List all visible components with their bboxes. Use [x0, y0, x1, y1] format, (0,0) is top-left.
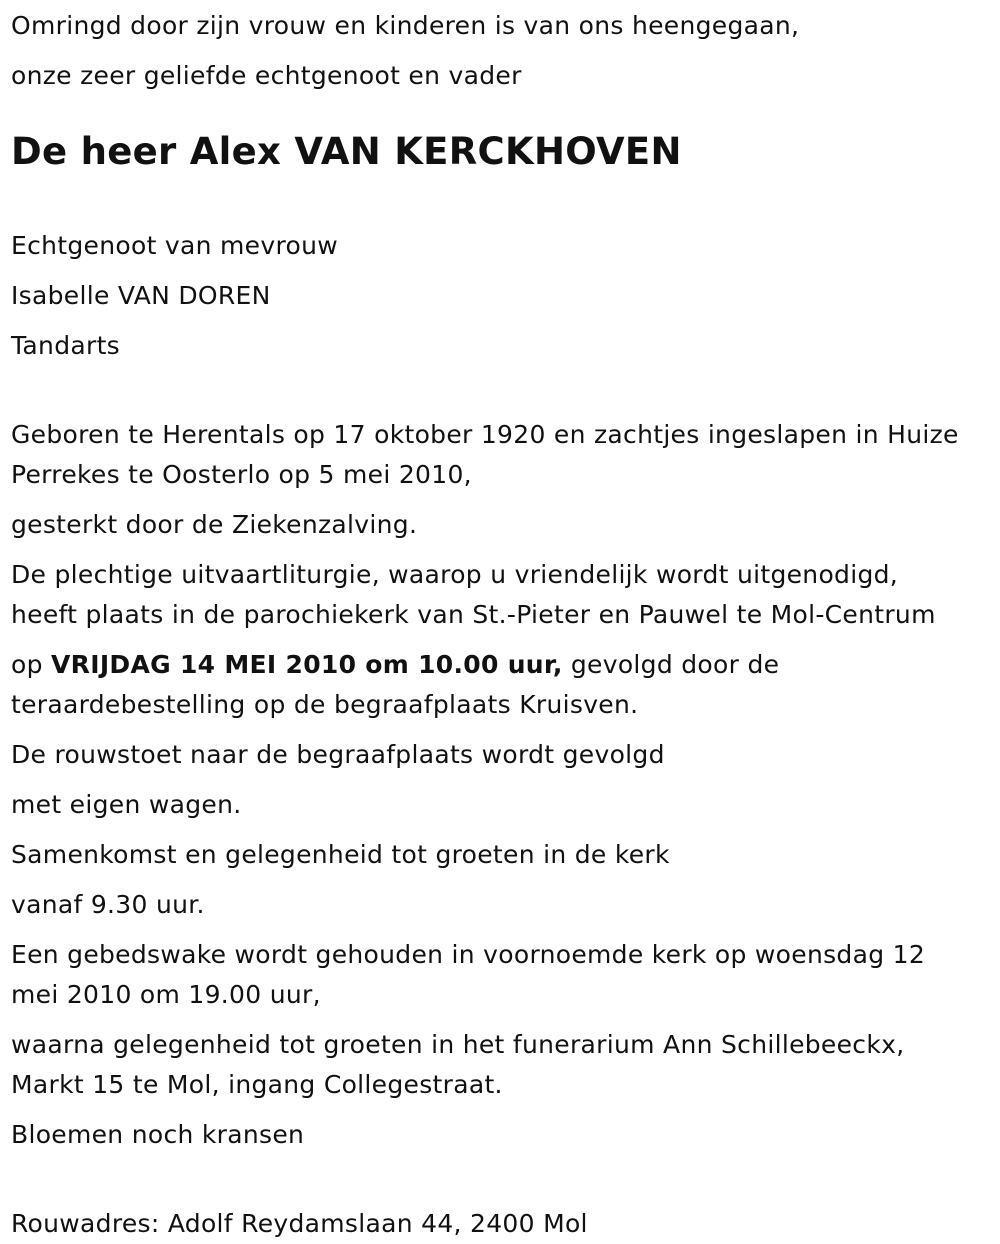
vigil-paragraph — [11, 935, 991, 1015]
gathering-line-1: Samenkomst en gelegenheid tot groeten in de kerk — [11, 840, 670, 869]
obituary-notice — [11, 0, 991, 1244]
birth-death-line-2: Perrekes te Oosterlo op 5 mei 2010, — [11, 460, 472, 489]
vigil-line-1: Een gebedswake wordt gehouden in voornoemde kerk op woensdag 12 — [11, 940, 926, 969]
spouse-name: Isabelle VAN DOREN — [11, 281, 271, 310]
gathering-line-2: vanaf 9.30 uur. — [11, 890, 205, 919]
funeral-date: VRIJDAG 14 MEI 2010 om 10.00 uur, — [51, 650, 563, 679]
procession-line-1: De rouwstoet naar de begraafplaats wordt gevolgd — [11, 740, 665, 769]
funeral-date-line — [11, 645, 991, 685]
birth-death-paragraph — [11, 415, 991, 495]
liturgy-line-2: heeft plaats in de parochiekerk van St.-Pieter en Pauwel te Mol-Centrum — [11, 600, 936, 629]
funeral-suffix: gevolgd door de — [562, 650, 780, 679]
burial-line: teraardebestelling op de begraafplaats Kruisven. — [11, 690, 639, 719]
liturgy-paragraph — [11, 555, 991, 635]
liturgy-line-1: De plechtige uitvaartliturgie, waarop u vriendelijk wordt uitgenodigd, — [11, 560, 899, 589]
sacrament-line: gesterkt door de Ziekenzalving. — [11, 510, 418, 539]
visitation-line-2: Markt 15 te Mol, ingang Collegestraat. — [11, 1070, 503, 1099]
visitation-paragraph — [11, 1025, 991, 1105]
mourning-address: Rouwadres: Adolf Reydamslaan 44, 2400 Mol — [11, 1209, 588, 1238]
procession-line-2: met eigen wagen. — [11, 790, 242, 819]
spouse-label: Echtgenoot van mevrouw — [11, 231, 338, 260]
intro-line-2: onze zeer geliefde echtgenoot en vader — [11, 61, 522, 90]
birth-death-line-1: Geboren te Herentals op 17 oktober 1920 en zachtjes ingeslapen in Huize — [11, 420, 959, 449]
vigil-line-2: mei 2010 om 19.00 uur, — [11, 980, 321, 1009]
visitation-line-1: waarna gelegenheid tot groeten in het funerarium Ann Schillebeeckx, — [11, 1030, 905, 1059]
funeral-prefix: op — [11, 650, 52, 679]
funeral-paragraph — [11, 645, 991, 725]
flowers-note: Bloemen noch kransen — [11, 1120, 305, 1149]
intro-line-1: Omringd door zijn vrouw en kinderen is van ons heengegaan, — [11, 11, 800, 40]
profession: Tandarts — [11, 331, 120, 360]
deceased-name: De heer Alex VAN KERCKHOVEN — [11, 130, 682, 173]
